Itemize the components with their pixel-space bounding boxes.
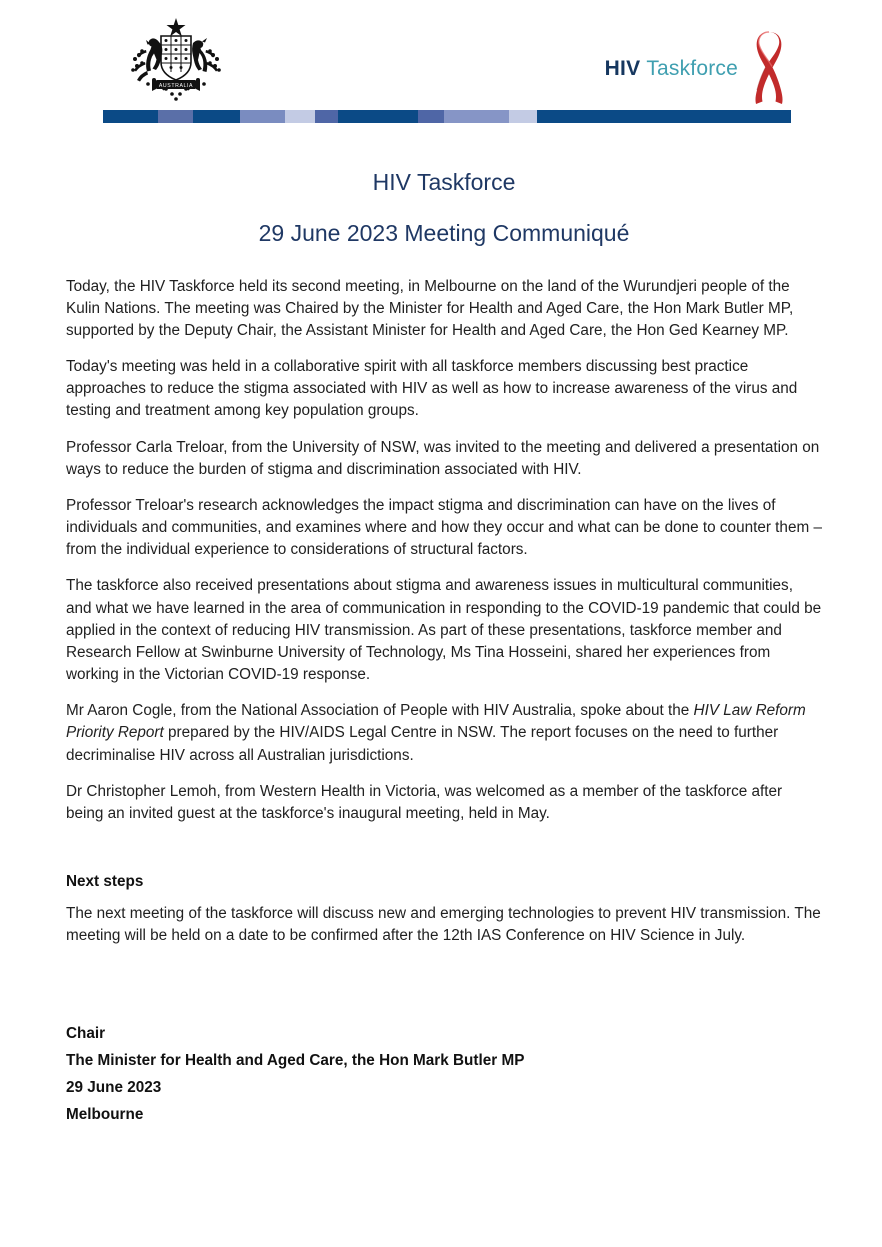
next-steps-text: The next meeting of the taskforce will discuss new and emerging technologies to prevent HIV transmission. The meeting will be held on a date to be confirmed after the 12th IAS Conference on HIV Science in July. bbox=[66, 905, 821, 945]
next-steps-heading: Next steps bbox=[66, 873, 144, 891]
signature-name: The Minister for Health and Aged Care, the Hon Mark Butler MP bbox=[66, 1051, 525, 1069]
document-header bbox=[0, 0, 882, 140]
paragraph-treloar-presentation: Professor Carla Treloar, from the University of NSW, was invited to the meeting and delivered a presentation on ways to reduce the burden of stigma and discrimination associated with HIV. bbox=[66, 438, 820, 478]
aids-awareness-ribbon-icon bbox=[748, 30, 790, 106]
next-steps-section bbox=[66, 871, 822, 948]
paragraph-christopher-lemoh: Dr Christopher Lemoh, from Western Health in Victoria, was welcomed as a member of the taskforce after being an invited guest at the taskforce's inaugural meeting, held in May. bbox=[66, 782, 783, 822]
paragraph-treloar-research: Professor Treloar's research acknowledges the impact stigma and discrimination can have on the lives of individuals and communities, and examines where and how they occur and what can be done to counter them – from the individual experience to considerations of structural factors. bbox=[66, 496, 822, 559]
logo-word-taskforce: Taskforce bbox=[646, 56, 738, 80]
australian-coat-of-arms-icon bbox=[126, 14, 226, 106]
decorative-colour-band bbox=[103, 110, 791, 123]
hiv-taskforce-logo bbox=[605, 30, 790, 106]
paragraph-collaborative-spirit: Today's meeting was held in a collaborative spirit with all taskforce members discussing best practice approaches to reduce the stigma associated with HIV as well as how to increase awareness of the virus and testing and treatment among key population groups. bbox=[66, 358, 798, 420]
cogle-text-after: prepared by the HIV/AIDS Legal Centre in NSW. The report focuses on the need to further decriminalise HIV across all Australian jurisdictions. bbox=[66, 724, 779, 764]
cogle-report-title: HIV Law Reform Priority Report bbox=[66, 702, 806, 742]
paragraph-intro: Today, the HIV Taskforce held its second meeting, in Melbourne on the land of the Wurundjeri people of the Kulin Nations. The meeting was Chaired by the Minister for Health and Aged Care, the Hon Mark Butler MP, supported by the Deputy Chair, the Assistant Minister for Health and Aged Care, the Hon Ged Kearney MP. bbox=[66, 277, 794, 339]
paragraph-multicultural-covid: The taskforce also received presentations about stigma and awareness issues in multicultural communities, and what we have learned in the area of communication in responding to the COVID-19 pandemic that could be applied in the context of reducing HIV transmission. As part of these presentations, taskforce member and Research Fellow at Swinburne University of Technology, Ms Tina Hosseini, shared her experiences from working in the Victorian COVID-19 response. bbox=[66, 577, 822, 684]
signature-role: Chair bbox=[66, 1024, 106, 1042]
document-body bbox=[66, 160, 822, 1129]
cogle-text-before: Mr Aaron Cogle, from the National Association of People with HIV Australia, spoke about the bbox=[66, 702, 694, 720]
paragraph-aaron-cogle bbox=[66, 700, 822, 767]
paragraph-group bbox=[66, 276, 822, 826]
signature-date: 29 June 2023 bbox=[66, 1079, 162, 1097]
page-subtitle: 29 June 2023 Meeting Communiqué bbox=[258, 219, 630, 246]
svg-text:AUSTRALIA: AUSTRALIA bbox=[158, 83, 194, 89]
signature-block bbox=[66, 1020, 822, 1129]
signature-location: Melbourne bbox=[66, 1106, 144, 1124]
logo-word-hiv: HIV bbox=[604, 56, 641, 80]
hiv-taskforce-wordmark bbox=[605, 58, 738, 79]
page-title: HIV Taskforce bbox=[372, 169, 516, 195]
